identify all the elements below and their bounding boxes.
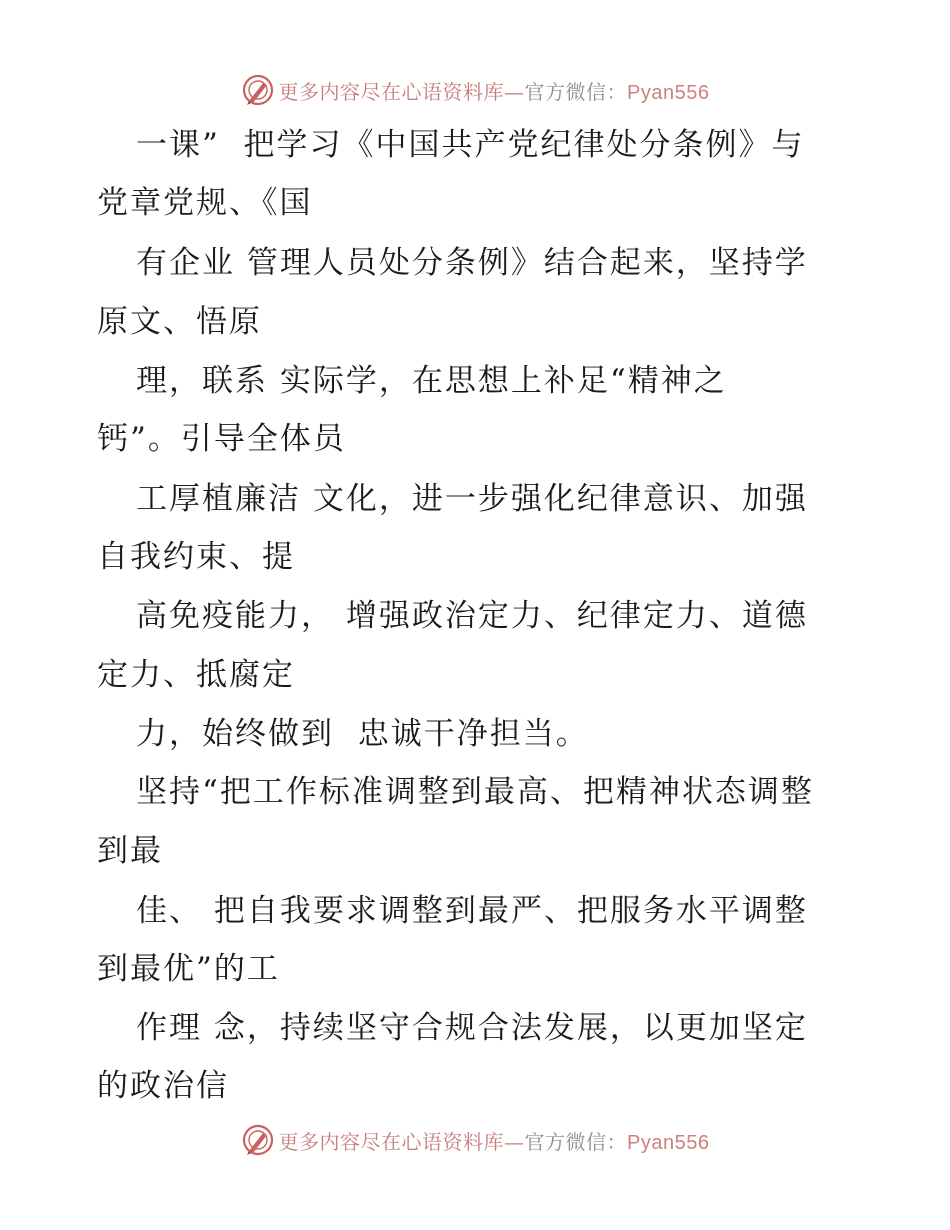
body-line: 党章党规、《国 <box>97 185 313 221</box>
body-line: 钙”。引导全体员 <box>97 421 346 457</box>
body-line: 自我约束、提 <box>97 539 295 575</box>
header-banner-text: 更多内容尽在心语资料库—官方微信：Pyan556 <box>278 79 710 104</box>
body-line: 到最 <box>97 833 163 869</box>
body-line: 到最优”的工 <box>97 951 280 987</box>
body-line: 力，始终做到 忠诚干净担当。 <box>136 716 589 752</box>
body-line: 坚持“把工作标准调整到最高、把精神状态调整 <box>136 774 814 810</box>
body-line: 作理 念，持续坚守合规合法发展，以更加坚定 <box>136 1010 808 1046</box>
body-line: 高免疫能力， 增强政治定力、纪律定力、道德 <box>136 598 808 634</box>
footer-banner-text: 更多内容尽在心语资料库—官方微信：Pyan556 <box>278 1129 710 1154</box>
body-line: 有企业 管理人员处分条例》结合起来，坚持学 <box>136 245 808 281</box>
footer-banner <box>0 1120 950 1160</box>
body-line: 原文、悟原 <box>97 304 262 340</box>
body-line: 理，联系 实际学，在思想上补足“精神之 <box>136 363 727 399</box>
body-line: 一课” 把学习《中国共产党纪律处分条例》与 <box>136 127 805 163</box>
body-line: 工厚植廉洁 文化，进一步强化纪律意识、加强 <box>136 481 808 517</box>
body-line: 定力、抵腐定 <box>97 657 295 693</box>
body-line: 的政治信 <box>97 1068 229 1104</box>
body-line: 佳、 把自我要求调整到最严、把服务水平调整 <box>136 893 808 929</box>
pen-logo-icon <box>241 1123 275 1157</box>
